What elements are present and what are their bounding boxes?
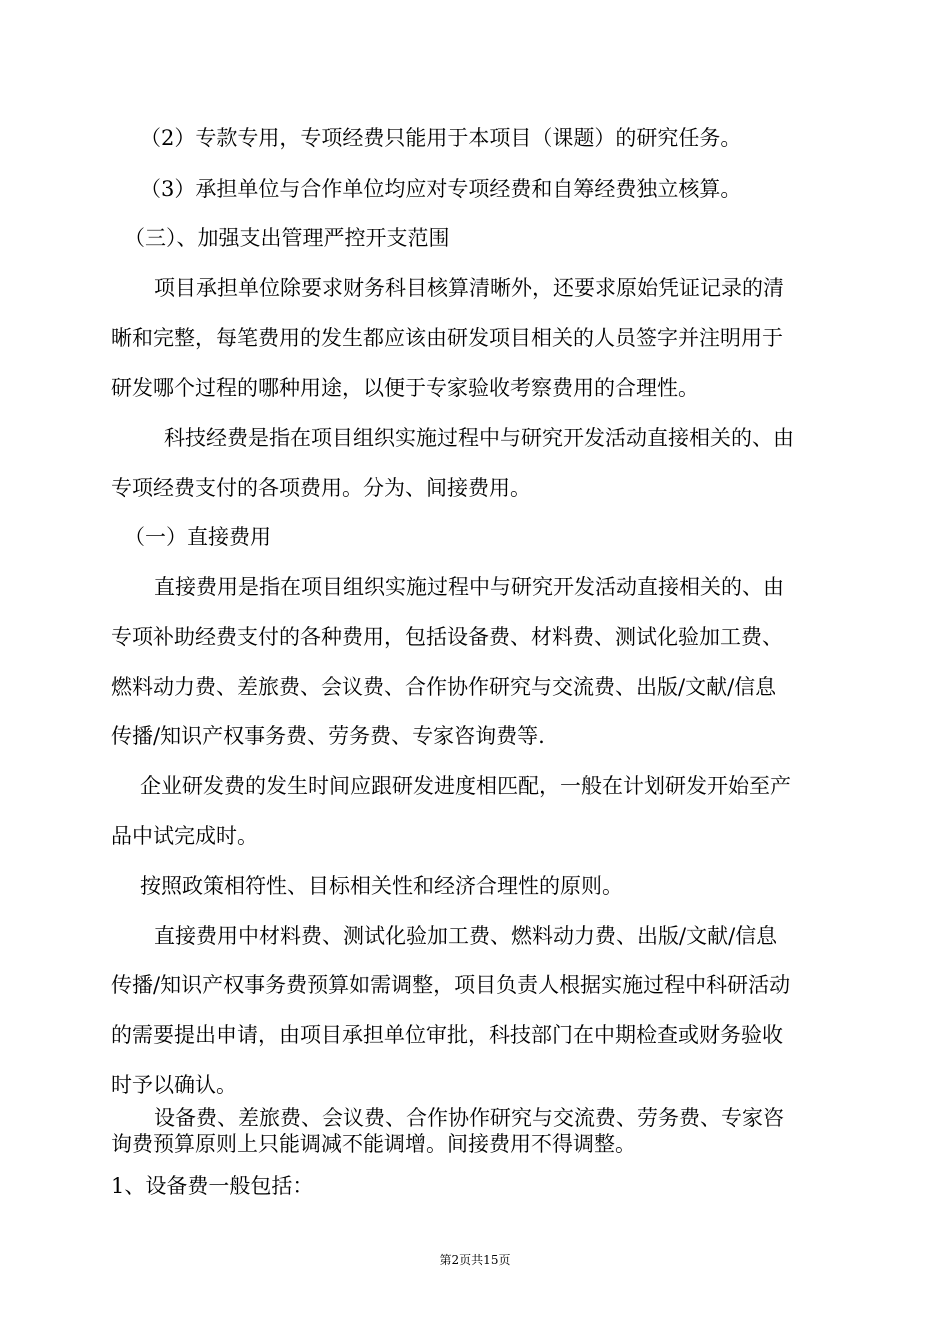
section-heading: （一）直接费用 xyxy=(124,525,271,549)
paragraph-line: 研发哪个过程的哪种用途，以便于专家验收考察费用的合理性。 xyxy=(111,376,699,400)
paragraph-line: 的需要提出申请，由项目承担单位审批，科技部门在中期检查或财务验收 xyxy=(111,1023,783,1047)
paragraph-line: 晰和完整，每笔费用的发生都应该由研发项目相关的人员签字并注明用于 xyxy=(111,326,783,350)
paragraph-line: 专项补助经费支付的各种费用，包括设备费、材料费、测试化验加工费、 xyxy=(111,625,783,649)
paragraph-line: 按照政策相符性、目标相关性和经济合理性的原则。 xyxy=(140,874,623,898)
list-item-heading: 1、设备费一般包括： xyxy=(111,1174,314,1198)
paragraph-line: 传播/知识产权事务费、劳务费、专家咨询费等. xyxy=(111,724,545,748)
paragraph-line: （2）专款专用，专项经费只能用于本项目（课题）的研究任务。 xyxy=(140,126,742,150)
paragraph-line: 询费预算原则上只能调减不能调增。间接费用不得调整。 xyxy=(111,1132,636,1156)
paragraph-line: 传播/知识产权事务费预算如需调整，项目负责人根据实施过程中科研活动 xyxy=(111,973,791,997)
paragraph-line: 项目承担单位除要求财务科目核算清晰外，还要求原始凭证记录的清 xyxy=(154,276,784,300)
paragraph-line: 直接费用是指在项目组织实施过程中与研究开发活动直接相关的、由 xyxy=(154,575,784,599)
section-heading: （三）、加强支出管理严控开支范围 xyxy=(124,226,450,250)
paragraph-line: 品中试完成时。 xyxy=(111,824,258,848)
paragraph-line: 设备费、差旅费、会议费、合作协作研究与交流费、劳务费、专家咨 xyxy=(154,1106,784,1130)
paragraph-line: 专项经费支付的各项费用。分为、间接费用。 xyxy=(111,476,531,500)
paragraph-line: 时予以确认。 xyxy=(111,1073,237,1097)
paragraph-line: （3）承担单位与合作单位均应对专项经费和自筹经费独立核算。 xyxy=(140,177,742,201)
paragraph-line: 科技经费是指在项目组织实施过程中与研究开发活动直接相关的、由 xyxy=(164,426,794,450)
page-number-footer: 第2页共15页 xyxy=(439,1253,511,1267)
paragraph-line: 企业研发费的发生时间应跟研发进度相匹配，一般在计划研发开始至产 xyxy=(140,774,791,798)
paragraph-line: 直接费用中材料费、测试化验加工费、燃料动力费、出版/文献/信息 xyxy=(154,924,778,948)
paragraph-line: 燃料动力费、差旅费、会议费、合作协作研究与交流费、出版/文献/信息 xyxy=(111,675,777,699)
